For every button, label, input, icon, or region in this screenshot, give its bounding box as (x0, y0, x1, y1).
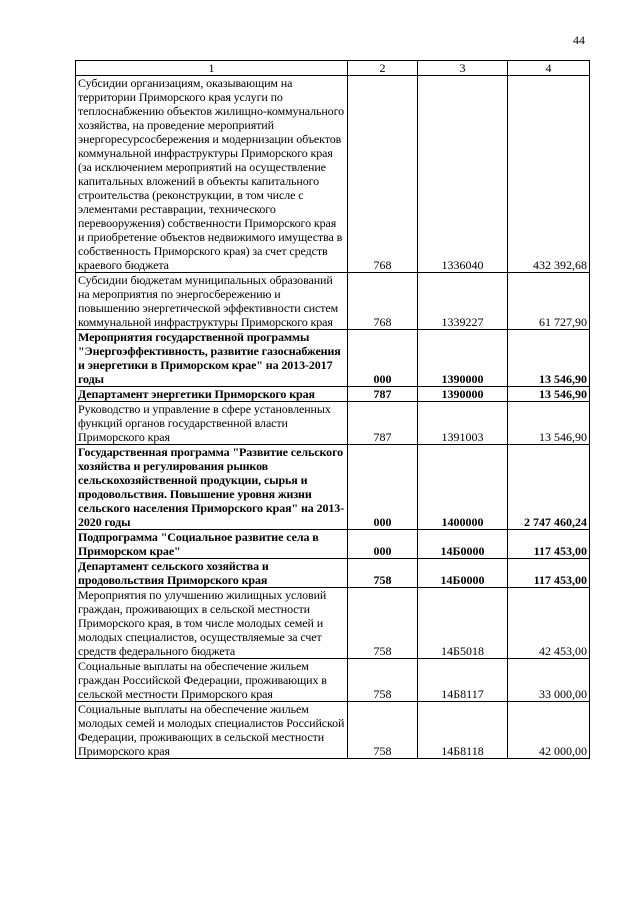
table-row (76, 559, 590, 588)
table-row (76, 273, 590, 330)
row-amount: 432 392,68 (508, 76, 590, 273)
row-target-code: 1390000 (418, 387, 508, 402)
row-ministry-code: 758 (348, 588, 418, 659)
table-header (76, 61, 590, 76)
header-col-4: 4 (508, 61, 590, 76)
row-name: Социальные выплаты на обеспечение жильем молодых семей и молодых специалистов Российской Федерации, проживающих в сельской местности Приморского края (76, 702, 348, 759)
row-target-code: 1339227 (418, 273, 508, 330)
row-amount: 33 000,00 (508, 659, 590, 702)
row-amount: 13 546,90 (508, 387, 590, 402)
row-name: Субсидии бюджетам муниципальных образований на мероприятия по энергосбережению и повышению энергетической эффективности систем коммунальной инфраструктуры Приморского края (76, 273, 348, 330)
row-amount: 2 747 460,24 (508, 445, 590, 530)
row-target-code: 14Б0000 (418, 530, 508, 559)
row-ministry-code: 768 (348, 76, 418, 273)
table-body (76, 76, 590, 759)
row-amount: 13 546,90 (508, 330, 590, 387)
row-name: Социальные выплаты на обеспечение жильем граждан Российской Федерации, проживающих в сельской местности Приморского края (76, 659, 348, 702)
row-ministry-code: 787 (348, 402, 418, 445)
row-ministry-code: 758 (348, 559, 418, 588)
row-name: Департамент сельского хозяйства и продовольствия Приморского края (76, 559, 348, 588)
table-row (76, 387, 590, 402)
row-target-code: 14Б8118 (418, 702, 508, 759)
row-target-code: 1390000 (418, 330, 508, 387)
header-row (76, 61, 590, 76)
table-row (76, 702, 590, 759)
row-ministry-code: 000 (348, 445, 418, 530)
row-name: Субсидии организациям, оказывающим на территории Приморского края услуги по теплоснабжению объектов жилищно-коммунального хозяйства, на проведение мероприятий энергоресурсосбережения и модернизации объектов коммунальной инфраструктуры Приморского края (за исключением мероприятий на осуществление капитальных вложений в объекты капитального строительства (реконструкции, в том числе с элементами реставрации, технического перевооружения) собственности Приморского края и приобретение объектов недвижимого имущества в собственность Приморского края) за счет средств краевого бюджета (76, 76, 348, 273)
budget-table (75, 60, 590, 759)
table-row (76, 402, 590, 445)
row-amount: 117 453,00 (508, 559, 590, 588)
table-row (76, 330, 590, 387)
row-amount: 61 727,90 (508, 273, 590, 330)
header-col-3: 3 (418, 61, 508, 76)
row-name: Подпрограмма "Социальное развитие села в Приморском крае" (76, 530, 348, 559)
table-row (76, 588, 590, 659)
row-target-code: 1391003 (418, 402, 508, 445)
header-col-2: 2 (348, 61, 418, 76)
table-row (76, 445, 590, 530)
row-ministry-code: 758 (348, 659, 418, 702)
row-target-code: 1336040 (418, 76, 508, 273)
row-name: Мероприятия государственной программы "Энергоэффективность, развитие газоснабжения и энергетики в Приморском крае" на 2013-2017 годы (76, 330, 348, 387)
table-row (76, 530, 590, 559)
row-ministry-code: 000 (348, 330, 418, 387)
row-amount: 42 000,00 (508, 702, 590, 759)
header-col-1: 1 (76, 61, 348, 76)
row-target-code: 14Б0000 (418, 559, 508, 588)
row-ministry-code: 787 (348, 387, 418, 402)
row-ministry-code: 768 (348, 273, 418, 330)
row-amount: 117 453,00 (508, 530, 590, 559)
row-target-code: 14Б5018 (418, 588, 508, 659)
page-number: 44 (573, 33, 585, 47)
row-ministry-code: 000 (348, 530, 418, 559)
table-row (76, 76, 590, 273)
row-name: Департамент энергетики Приморского края (76, 387, 348, 402)
row-name: Государственная программа "Развитие сельского хозяйства и регулирования рынков сельскохозяйственной продукции, сырья и продовольствия. Повышение уровня жизни сельского населения Приморского края" на 2013-2020 годы (76, 445, 348, 530)
row-amount: 42 453,00 (508, 588, 590, 659)
row-name: Мероприятия по улучшению жилищных условий граждан, проживающих в сельской местности Приморского края, в том числе молодых семей и молодых специалистов, осуществляемые за счет средств федерального бюджета (76, 588, 348, 659)
row-ministry-code: 758 (348, 702, 418, 759)
row-target-code: 14Б8117 (418, 659, 508, 702)
row-name: Руководство и управление в сфере установленных функций органов государственной власти Приморского края (76, 402, 348, 445)
row-target-code: 1400000 (418, 445, 508, 530)
table-row (76, 659, 590, 702)
row-amount: 13 546,90 (508, 402, 590, 445)
